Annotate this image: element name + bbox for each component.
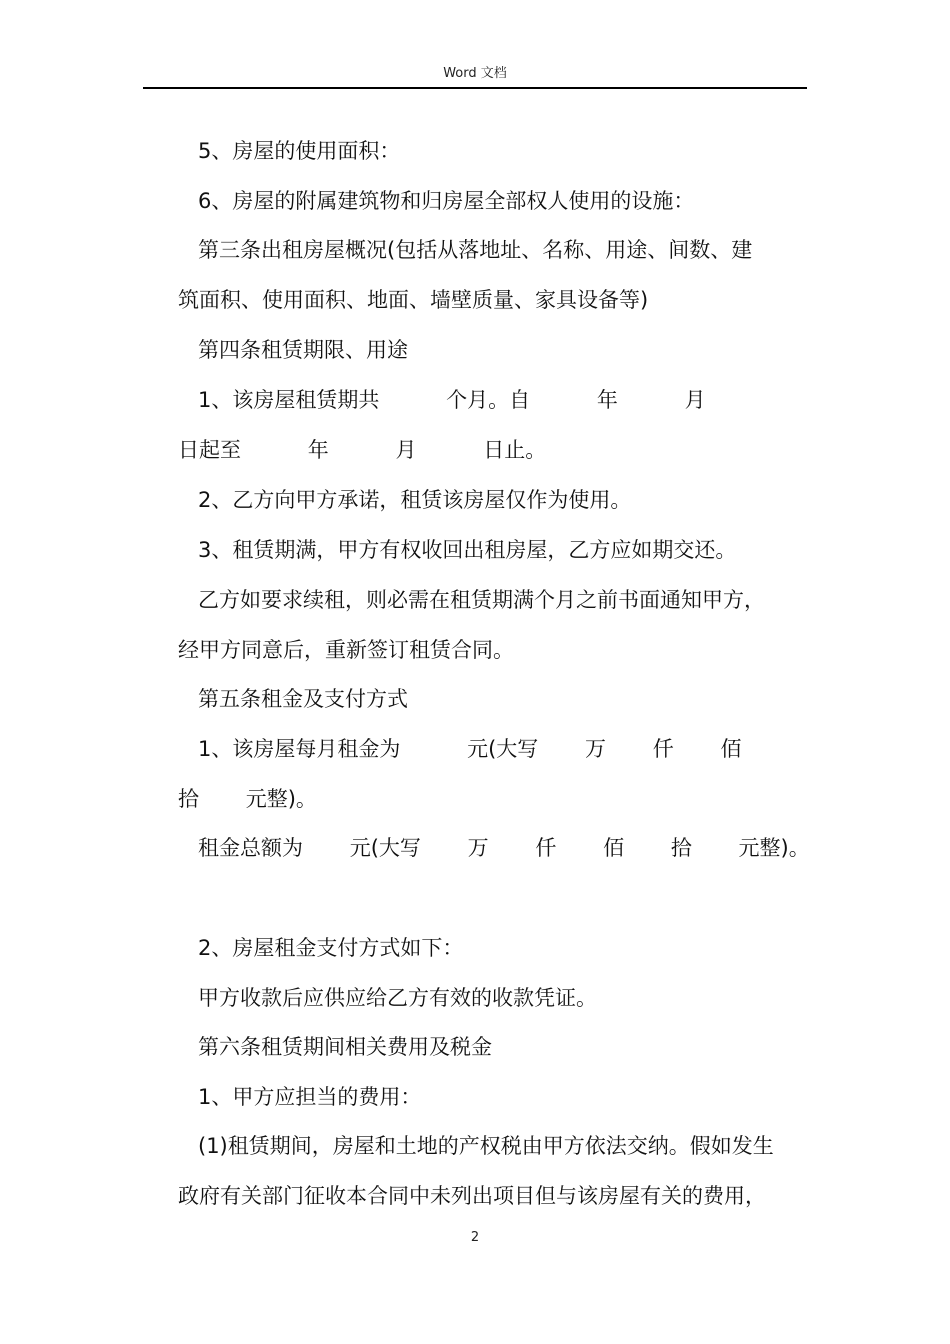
header-divider xyxy=(143,87,807,89)
body-line-11: 经甲方同意后，重新签订租赁合同。 xyxy=(178,638,514,662)
body-line-6: 1、该房屋租赁期共 个月。自 年 月 xyxy=(198,388,706,412)
body-line-7: 日起至 年 月 日止。 xyxy=(178,438,547,462)
body-line-12: 第五条租金及支付方式 xyxy=(198,687,408,711)
page-number: 2 xyxy=(470,1230,480,1245)
body-line-5: 第四条租赁期限、用途 xyxy=(198,338,408,362)
body-line-18: 第六条租赁期间相关费用及税金 xyxy=(198,1035,492,1059)
body-line-19: 1、甲方应担当的费用： xyxy=(198,1085,422,1109)
body-line-10: 乙方如要求续租，则必需在租赁期满个月之前书面通知甲方， xyxy=(198,588,765,612)
body-line-4: 筑面积、使用面积、地面、墙壁质量、家具设备等) xyxy=(178,288,649,312)
body-line-1: 5、房屋的使用面积： xyxy=(198,139,401,163)
body-line-21: 政府有关部门征收本合同中未列出项目但与该房屋有关的费用， xyxy=(178,1184,766,1208)
body-line-9: 3、租赁期满，甲方有权收回出租房屋，乙方应如期交还。 xyxy=(198,538,737,562)
body-line-15: 租金总额为 元(大写 万 仟 佰 拾 元整)。 xyxy=(198,836,810,860)
body-line-3: 第三条出租房屋概况(包括从落地址、名称、用途、间数、建 xyxy=(198,238,753,262)
body-line-17: 甲方收款后应供应给乙方有效的收款凭证。 xyxy=(198,986,597,1010)
body-line-14: 拾 元整)。 xyxy=(178,787,317,811)
body-line-8: 2、乙方向甲方承诺，租赁该房屋仅作为使用。 xyxy=(198,488,632,512)
body-line-16: 2、房屋租金支付方式如下： xyxy=(198,936,464,960)
page-header-title: Word 文档 xyxy=(443,66,507,81)
body-line-20: (1)租赁期间，房屋和土地的产权税由甲方依法交纳。假如发生 xyxy=(198,1134,774,1158)
body-line-13: 1、该房屋每月租金为 元(大写 万 仟 佰 xyxy=(198,737,742,761)
body-line-2: 6、房屋的附属建筑物和归房屋全部权人使用的设施： xyxy=(198,189,695,213)
